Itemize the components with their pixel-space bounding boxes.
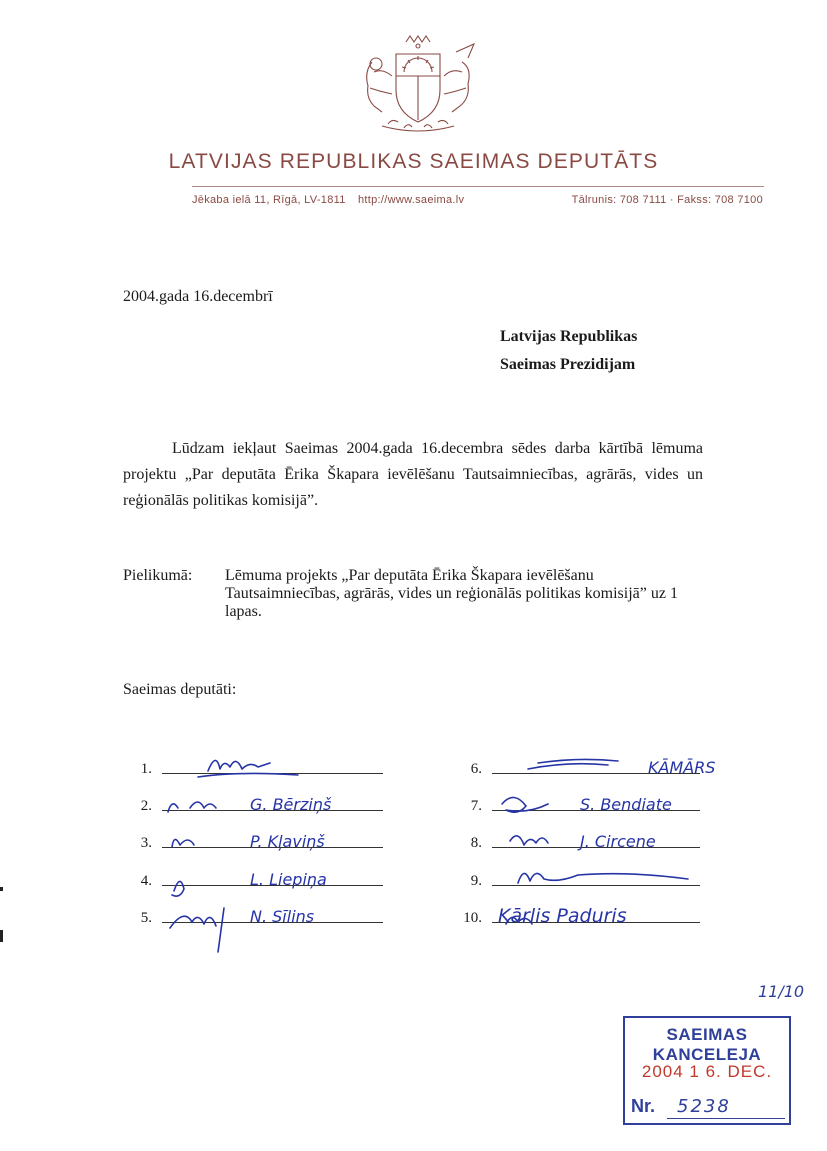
scan-margin-mark xyxy=(0,930,3,942)
handwritten-signature xyxy=(158,749,409,789)
letterhead-divider xyxy=(192,186,764,187)
letterhead-address: Jēkaba ielā 11, Rīgā, LV-1811 xyxy=(192,194,346,206)
recipient-line-2: Saeimas Prezidijam xyxy=(500,356,636,373)
handwritten-signature xyxy=(488,749,726,789)
signature-name: Kārlis Paduris xyxy=(498,905,627,927)
handwritten-signature xyxy=(158,823,409,863)
signature-name: KĀMĀRS xyxy=(648,758,716,777)
signature-number: 6. xyxy=(470,761,482,777)
letter-body xyxy=(123,436,703,514)
signature-number: 3. xyxy=(140,835,152,851)
signature-name: N. Sīlins xyxy=(250,907,315,926)
handwritten-signature xyxy=(158,786,409,826)
signature-name: P. Kļaviņš xyxy=(250,832,325,851)
letterhead-website: http://www.saeima.lv xyxy=(358,194,465,206)
letter-date: 2004.gada 16.decembrī xyxy=(123,288,273,305)
signers-heading: Saeimas deputāti: xyxy=(123,681,237,698)
handwritten-signature xyxy=(488,823,726,863)
signature-number: 4. xyxy=(140,873,152,889)
signature-number: 5. xyxy=(140,910,152,926)
stamp-nr-label: Nr. xyxy=(631,1096,656,1116)
signature-number: 8. xyxy=(470,835,482,851)
signature-name: J. Circene xyxy=(580,832,656,851)
handwritten-signature xyxy=(488,786,726,826)
handwritten-signature xyxy=(158,861,409,901)
letter-body-text: Lūdzam iekļaut Saeimas 2004.gada 16.decembra sēdes darba kārtībā lēmuma projektu „Par deputāta Ērika Škapara ievēlēšanu Tautsaimniecības, agrārās, vides un reģionālās politikas komisijā”. xyxy=(123,440,703,509)
signature-number: 2. xyxy=(140,798,152,814)
handwritten-signature xyxy=(158,898,409,938)
handwritten-signature xyxy=(488,861,726,901)
handwritten-note: 11/10 xyxy=(758,982,805,1001)
attachment-label: Pielikumā: xyxy=(123,567,193,584)
coat-of-arms-icon xyxy=(352,32,482,134)
signature-number: 10. xyxy=(463,910,482,926)
attachment-text: Lēmuma projekts „Par deputāta Ērika Škapara ievēlēšanu Tautsaimniecības, agrārās, vides un reģionālās politikas komisijā” uz 1 lapas. xyxy=(225,567,678,620)
signature-name: G. Bērziņš xyxy=(250,795,332,814)
recipient-line-1: Latvijas Republikas xyxy=(500,328,638,345)
signature-number: 9. xyxy=(470,873,482,889)
signature-name: S. Bendiate xyxy=(580,795,672,814)
letterhead-title: LATVIJAS REPUBLIKAS SAEIMAS DEPUTĀTS xyxy=(168,150,659,173)
stamp-number: 5238 xyxy=(677,1096,731,1117)
scan-margin-mark xyxy=(0,887,3,891)
signature-number: 7. xyxy=(470,798,482,814)
letterhead-phone-fax: Tālrunis: 708 7111 · Fakss: 708 7100 xyxy=(571,194,763,206)
handwritten-signature xyxy=(488,898,726,938)
signature-name: L. Liepiņa xyxy=(250,870,327,889)
stamp-number-line xyxy=(667,1118,785,1119)
receipt-stamp xyxy=(623,1016,791,1125)
signature-number: 1. xyxy=(140,761,152,777)
stamp-date: 2004 1 6. DEC. xyxy=(641,1062,773,1081)
stamp-title: SAEIMAS KANCELEJA xyxy=(652,1025,762,1064)
